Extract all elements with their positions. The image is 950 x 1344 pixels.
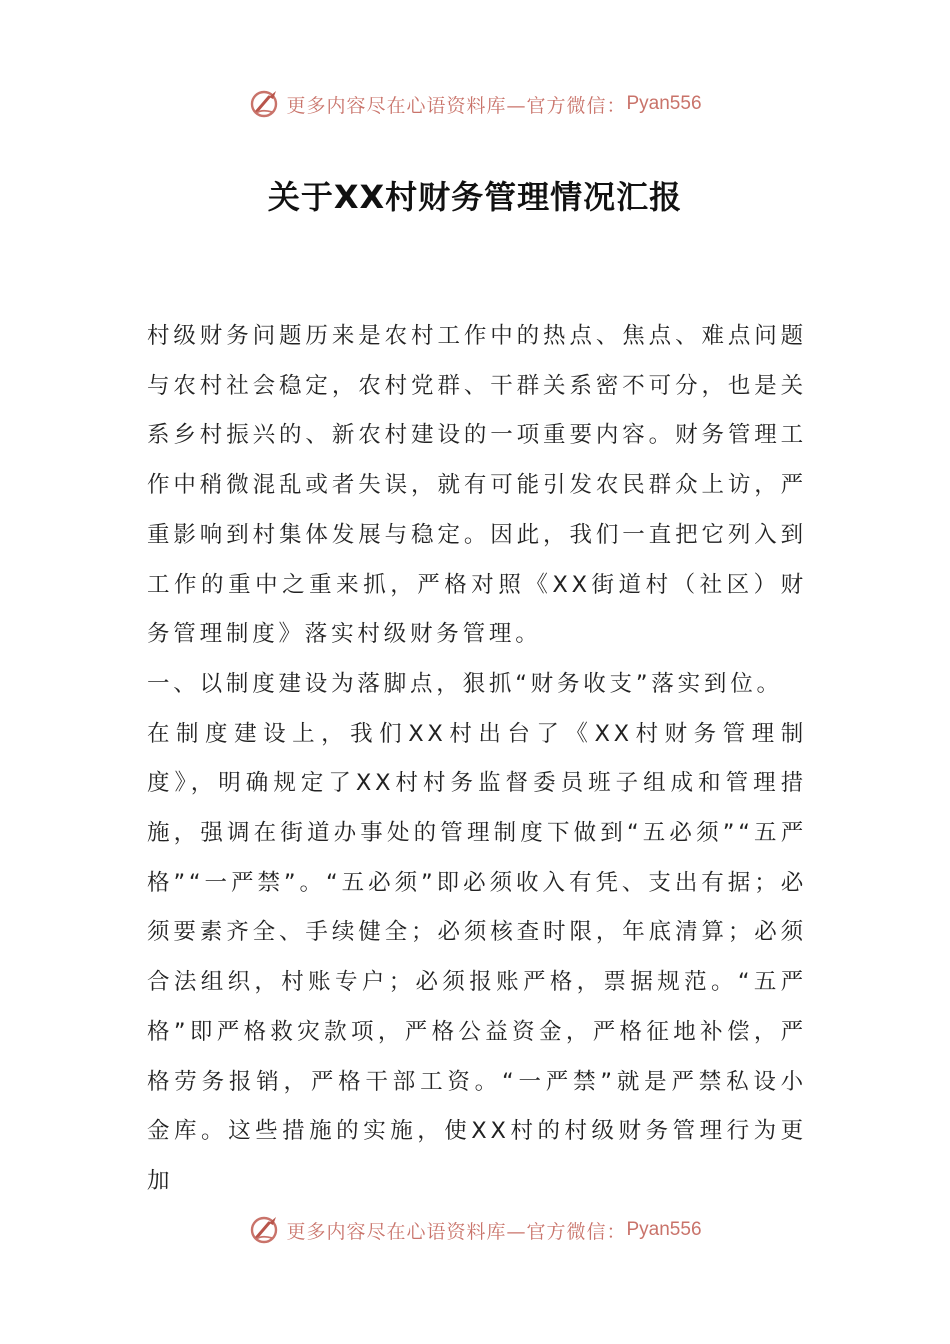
document-body <box>147 312 807 1207</box>
watermark-wechat-id: Pyan556 <box>626 1219 702 1240</box>
watermark-text: 更多内容尽在心语资料库—官方微信： <box>286 1220 627 1243</box>
watermark-header <box>0 82 950 126</box>
section-heading-1: 一、以制度建设为落脚点，狠抓“财务收支”落实到位。 <box>147 670 783 697</box>
document-title: 关于XX村财务管理情况汇报 <box>267 178 683 216</box>
pen-logo-icon <box>248 87 282 121</box>
paragraph-intro: 村级财务问题历来是农村工作中的热点、焦点、难点问题与农村社会稳定，农村党群、干群关系密不可分，也是关系乡村振兴的、新农村建设的一项重要内容。财务管理工作中稍微混乱或者失误，就有可能引发农民群众上访，严重影响到村集体发展与稳定。因此，我们一直把它列入到工作的重中之重来抓，严格对照《XX街道村（社区）财务管理制度》落实村级财务管理。 <box>147 323 807 648</box>
pen-logo-icon <box>248 1213 282 1247</box>
watermark-wechat-id: Pyan556 <box>626 93 702 114</box>
watermark-footer <box>0 1208 950 1252</box>
watermark-text: 更多内容尽在心语资料库—官方微信： <box>286 94 627 117</box>
paragraph-system-building: 在制度建设上，我们XX村出台了《XX村财务管理制度》，明确规定了XX村村务监督委员班子组成和管理措施，强调在街道办事处的管理制度下做到“五必须”“五严格”“一严禁”。“五必须”即必须收入有凭、支出有据；必须要素齐全、手续健全；必须核查时限，年底清算；必须合法组织，村账专户；必须报账严格，票据规范。“五严格”即严格救灾款项，严格公益资金，严格征地补偿，严格劳务报销，严格干部工资。“一严禁”就是严禁私设小金库。这些措施的实施，使XX村的村级财务管理行为更加 <box>147 720 807 1194</box>
